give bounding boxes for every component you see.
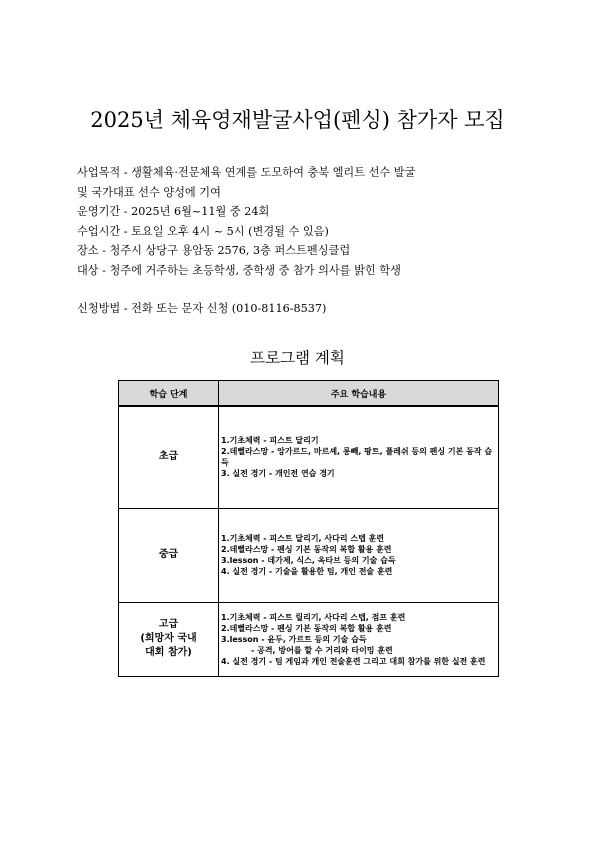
content-beginner: [219, 406, 499, 508]
target-participants: 대상 - 청주에 거주하는 초등학생, 중학생 중 참가 의사를 밝힌 학생: [77, 263, 401, 277]
stage-advanced-line: 고급: [158, 619, 179, 630]
program-table: [118, 380, 499, 677]
purpose-line-2: 및 국가대표 선수 양성에 기여: [77, 185, 221, 199]
page-title: 2025년 체육영재발굴사업(펜싱) 참가자 모집: [90, 108, 505, 132]
stage-advanced-line: (희망자 국내: [140, 633, 197, 644]
content-line: 2.데뻘라스망 - 펜싱 기본 동작의 복합 활용 훈련: [221, 623, 392, 633]
location: 장소 - 청주시 상당구 용암동 2576, 3층 퍼스트펜싱클럽: [77, 244, 351, 257]
content-line: 2.데뻘라스망 - 앙가르드, 마르셰, 롱빼, 팡트, 플레쉬 등의 펜싱 기본 동작 습득: [221, 447, 493, 468]
spacer: [77, 280, 527, 299]
purpose-line-1: 사업목적 - 생활체육·전문체육 연계를 도모하여 충북 엘리트 선수 발굴: [77, 166, 416, 179]
stage-beginner: 초급: [119, 406, 219, 508]
content-line: 4. 실전 경기 - 기술을 활용한 팀, 개인 전술 훈련: [221, 567, 393, 576]
operation-period: 운영기간 - 2025년 6월~11월 중 24회: [77, 205, 270, 218]
recruitment-info: [77, 163, 527, 319]
table-header-row: [119, 381, 499, 407]
table-row: [119, 602, 499, 676]
content-line: 1.기초체력 - 피스트 릴리기, 사다리 스텝, 점프 훈련: [221, 612, 406, 622]
content-line: 3.lesson - 윤두, 가르트 등의 기술 습득: [221, 634, 367, 644]
stage-intermediate: 중급: [119, 508, 219, 602]
table-row: [119, 508, 499, 602]
application-method: 신청방법 - 전화 또는 문자 신청 (010-8116-8537): [77, 302, 327, 315]
content-advanced: [219, 602, 499, 676]
content-line: 1.기초체력 - 피스트 달리기: [221, 436, 319, 446]
content-line: - 공격, 방어를 할 수 거리와 타이밍 훈련: [251, 645, 393, 655]
content-line: 4. 실전 경기 - 팀 게임과 개인 전술훈련 그리고 대회 참가를 위한 실전 훈련: [221, 656, 486, 666]
table-row: [119, 406, 499, 508]
content-line: 3. 실전 경기 - 개인전 연습 경기: [221, 469, 335, 479]
header-stage: 학습 단계: [119, 381, 219, 407]
content-line: 3.lesson - 데가제, 식스, 옥타브 등의 기술 습득: [221, 556, 396, 565]
header-content: 주요 학습내용: [219, 381, 499, 407]
stage-advanced: [119, 602, 219, 676]
content-line: 2.데뻘라스망 - 펜싱 기본 동작의 복합 활용 훈련: [221, 545, 392, 554]
stage-advanced-line: 대회 참가): [145, 647, 192, 658]
program-heading: 프로그램 계획: [250, 349, 345, 367]
content-intermediate: [219, 508, 499, 602]
class-time: 수업시간 - 토요일 오후 4시 ~ 5시 (변경될 수 있음): [77, 224, 329, 238]
content-line: 1.기초체력 - 피스트 달리기, 사다리 스텝 훈련: [221, 534, 385, 543]
